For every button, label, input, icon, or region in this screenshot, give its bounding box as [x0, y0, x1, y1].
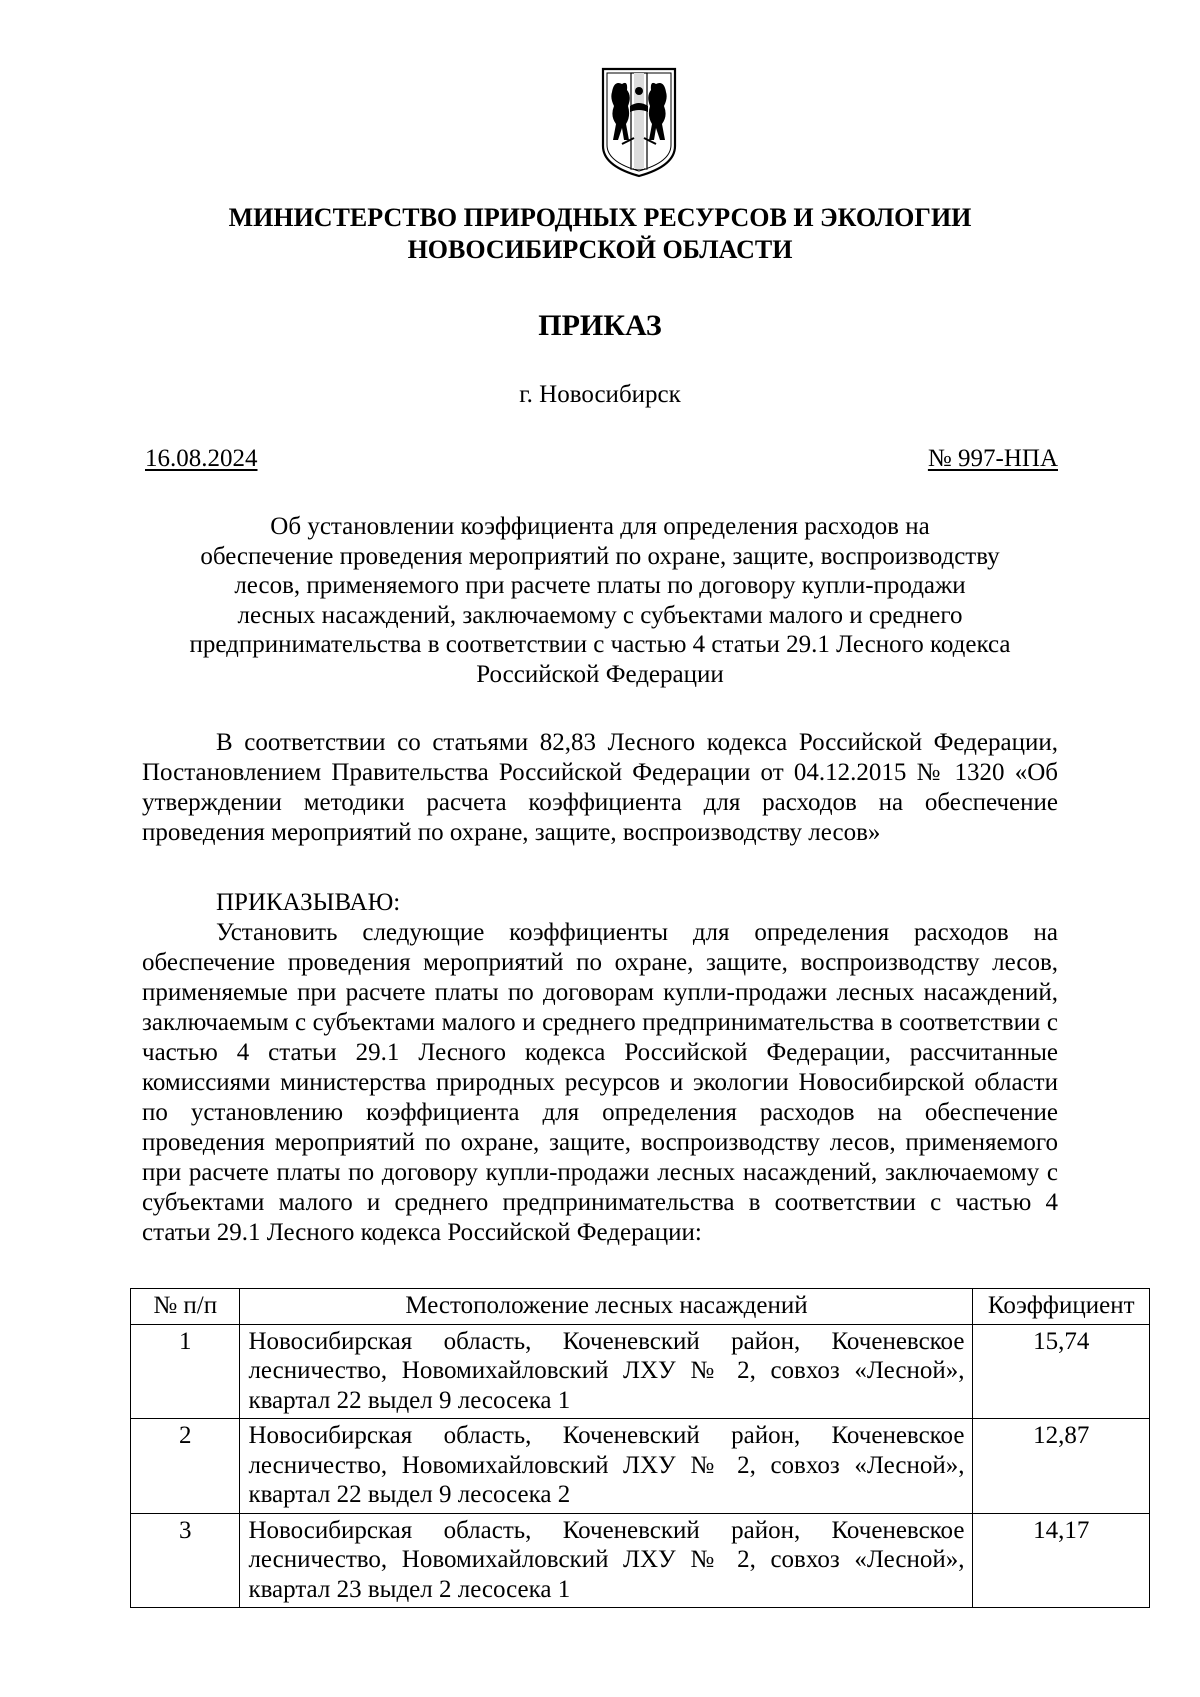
- preamble-paragraph: В соответствии со статьями 82,83 Лесного кодекса Российской Федерации, Постановлением Правительства Российской Федерации от 04.12.2015 № 1320 «Об утверждении методики расчета коэффициента для расходов на обеспечение проведения мероприятий по охране, защите, воспроизводству лесов»: [142, 729, 1058, 846]
- document-date: 16.08.2024: [145, 445, 258, 472]
- row-coefficient: 14,17: [973, 1513, 1150, 1608]
- subject-line: лесов, применяемого при расчете платы по договору купли-продажи: [234, 572, 966, 599]
- subject-line: предпринимательства в соответствии с частью 4 статьи 29.1 Лесного кодекса: [189, 631, 1011, 658]
- row-location: Новосибирская область, Коченевский район, Коченевское лесничество, Новомихайловский ЛХУ № 2, совхоз «Лесной», квартал 23 выдел 2 лесосека 1: [240, 1513, 973, 1608]
- header-number: № п/п: [131, 1289, 240, 1325]
- table-row: [131, 1324, 1150, 1419]
- subject-line: Российской Федерации: [476, 660, 724, 688]
- ministry-name-line1: МИНИСТЕРСТВО ПРИРОДНЫХ РЕСУРСОВ И ЭКОЛОГИИ: [228, 203, 972, 232]
- row-location: Новосибирская область, Коченевский район, Коченевское лесничество, Новомихайловский ЛХУ № 2, совхоз «Лесной», квартал 22 выдел 9 лесосека 2: [240, 1419, 973, 1514]
- coefficients-table: [130, 1288, 1150, 1608]
- document-subject: [140, 512, 1060, 689]
- table-row: [131, 1419, 1150, 1514]
- city-label: г. Новосибирск: [519, 381, 681, 408]
- ministry-name: [0, 202, 1200, 266]
- row-coefficient: 12,87: [973, 1419, 1150, 1514]
- header-location: Местоположение лесных насаждений: [240, 1289, 973, 1325]
- subject-line: обеспечение проведения мероприятий по охране, защите, воспроизводству: [200, 542, 1000, 570]
- subject-line: Об установлении коэффициента для определения расходов на: [270, 513, 930, 540]
- table-header-row: [131, 1289, 1150, 1325]
- row-number: 1: [131, 1324, 240, 1419]
- novosibirsk-coat-of-arms-icon: [600, 66, 678, 178]
- row-coefficient: 15,74: [973, 1324, 1150, 1419]
- row-number: 3: [131, 1513, 240, 1608]
- row-location: Новосибирская область, Коченевский район, Коченевское лесничество, Новомихайловский ЛХУ № 2, совхоз «Лесной», квартал 22 выдел 9 лесосека 1: [240, 1324, 973, 1419]
- order-heading: ПРИКАЗЫВАЮ:: [216, 889, 401, 916]
- ministry-name-line2: НОВОСИБИРСКОЙ ОБЛАСТИ: [407, 235, 793, 264]
- row-number: 2: [131, 1419, 240, 1514]
- table-row: [131, 1513, 1150, 1608]
- subject-line: лесных насаждений, заключаемому с субъектами малого и среднего: [237, 601, 963, 629]
- document-type-title: ПРИКАЗ: [538, 309, 662, 342]
- header-coefficient: Коэффициент: [973, 1289, 1150, 1325]
- order-paragraph: Установить следующие коэффициенты для определения расходов на обеспечение проведения мероприятий по охране, защите, воспроизводству лесов, применяемые при расчете платы по договорам купли-продажи лесных насаждений, заключаемым с субъектами малого и среднего предпринимательства в соответствии с частью 4 статьи 29.1 Лесного кодекса Российской Федерации, рассчитанные комиссиями министерства природных ресурсов и экологии Новосибирской области по установлению коэффициента для определения расходов на обеспечение проведения мероприятий по охране, защите, воспроизводству лесов, применяемого при расчете платы по договору купли-продажи лесных насаждений, заключаемому с субъектами малого и среднего предпринимательства в соответствии с частью 4 статьи 29.1 Лесного кодекса Российской Федерации:: [142, 919, 1058, 1246]
- document-number: № 997-НПА: [927, 445, 1058, 472]
